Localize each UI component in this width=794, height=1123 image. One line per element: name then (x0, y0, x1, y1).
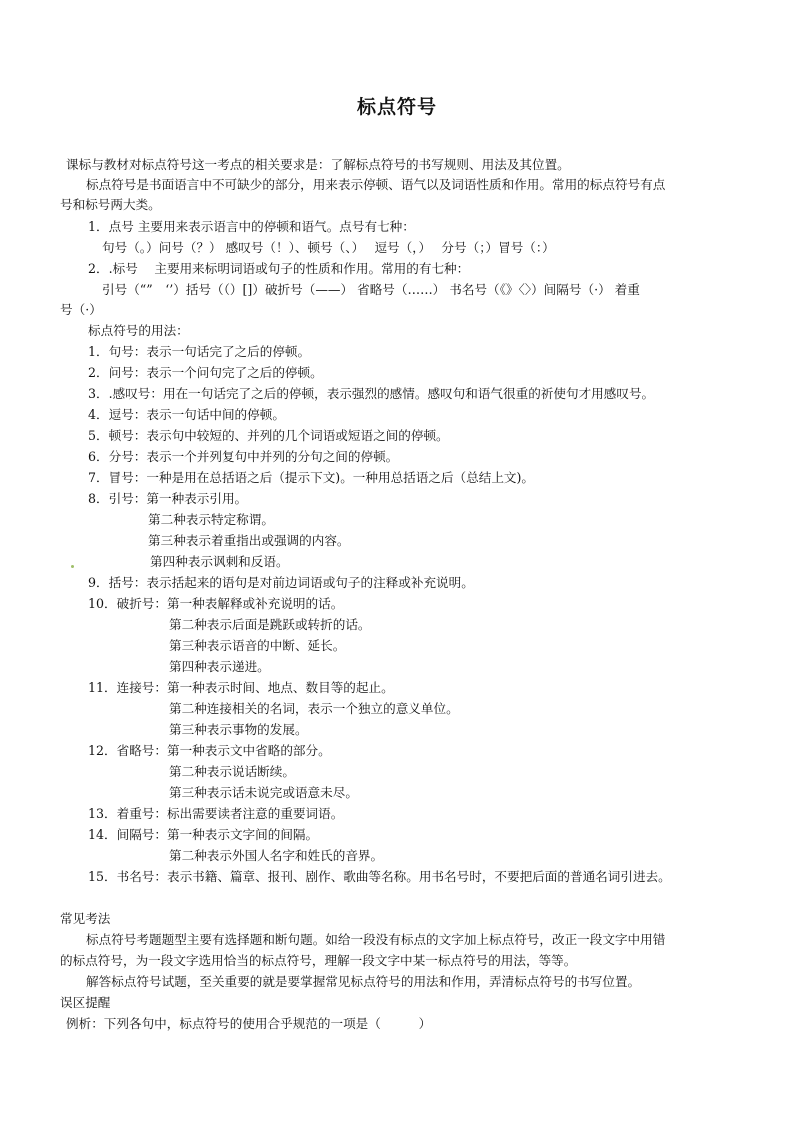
label-marks-list-line-1: 引号（“” ‘’）括号（（）[]）破折号（——） 省略号（……） 书名号（《》〈〉）间隔号（·） 着重 (102, 282, 640, 297)
usage-item-7: 7．冒号：一种是用在总括语之后（提示下文)。一种用总括语之后（总结上文)。 (88, 470, 535, 485)
usage-heading: 标点符号的用法： (88, 323, 189, 338)
usage-item-10-sub-3: 第四种表示递进。 (169, 659, 270, 674)
usage-item-14: 14．间隔号：第一种表示文字间的间隔。 (88, 827, 319, 842)
usage-item-10-sub-2: 第三种表示语音的中断、延长。 (169, 638, 346, 653)
label-marks-list-line-2: 号（·） (60, 302, 102, 317)
mistakes-heading: 误区提醒 (60, 995, 111, 1010)
intro-text: 课标与教材对标点符号这一考点的相关要求是：了解标点符号的书写规则、用法及其位置。 (66, 157, 570, 172)
usage-item-11-sub-1: 第二种连接相关的名词，表示一个独立的意义单位。 (169, 701, 459, 716)
usage-item-11-sub-2: 第三种表示事物的发展。 (169, 722, 308, 737)
point-marks-list: 句号（。）问号（？） 感叹号（！）、顿号（、） 逗号（，） 分号（；）冒号（：） (102, 240, 555, 255)
usage-item-10-sub-1: 第二种表示后面是跳跃或转折的话。 (169, 617, 371, 632)
exam-para-2: 解答标点符号试题，至关重要的就是要掌握常见标点符号的用法和作用，弄清标点符号的书写位置。 (86, 974, 641, 989)
exam-para-1-line-2: 的标点符号，为一段文字选用恰当的标点符号，理解一段文字中某一标点符号的用法，等等。 (60, 953, 577, 968)
usage-item-8: 8．引号：第一种表示引用。 (88, 491, 248, 506)
usage-item-3: 3．.感叹号：用在一句话完了之后的停顿，表示强烈的感情。感叹句和语气很重的祈使句才用感叹号。 (88, 386, 655, 401)
page-title: 标点符号 (356, 96, 437, 118)
usage-item-4: 4．逗号：表示一句话中间的停顿。 (88, 407, 285, 422)
point-marks-heading: 1．点号 主要用来表示语言中的停顿和语气。点号有七种： (88, 219, 415, 234)
usage-item-2: 2．问号：表示一个问句完了之后的停顿。 (88, 365, 323, 380)
usage-item-1: 1．句号：表示一句话完了之后的停顿。 (88, 344, 311, 359)
definition-line-2: 号和标号两大类。 (60, 197, 161, 212)
usage-item-12-sub-1: 第二种表示说话断续。 (169, 764, 295, 779)
mistakes-example: 例析：下列各句中，标点符号的使用合乎规范的一项是（ ） (66, 1016, 432, 1031)
exam-para-1-line-1: 标点符号考题题型主要有选择题和断句题。如给一段没有标点的文字加上标点符号，改正一段文字中用错 (86, 932, 666, 947)
usage-item-8-sub-1: 第二种表示特定称谓。 (148, 512, 274, 527)
usage-item-15: 15．书名号：表示书籍、篇章、报刊、剧作、歌曲等名称。用书名号时，不要把后面的普通名词引进去。 (88, 869, 671, 884)
definition-line-1: 标点符号是书面语言中不可缺少的部分，用来表示停顿、语气以及词语性质和作用。常用的标点符号有点 (86, 177, 666, 192)
usage-item-9: 9．括号：表示括起来的语句是对前边词语或句子的注释或补充说明。 (88, 575, 474, 590)
usage-item-12: 12．省略号：第一种表示文中省略的部分。 (88, 743, 331, 758)
usage-item-11: 11．连接号：第一种表示时间、地点、数目等的起止。 (88, 680, 394, 695)
usage-item-13: 13．着重号：标出需要读者注意的重要词语。 (88, 806, 344, 821)
usage-item-5: 5．顿号：表示句中较短的、并列的几个词语或短语之间的停顿。 (88, 428, 449, 443)
usage-item-8-sub-2: 第三种表示着重指出或强调的内容。 (148, 533, 350, 548)
usage-item-12-sub-2: 第三种表示话未说完或语意未尽。 (169, 785, 358, 800)
usage-item-6: 6．分号：表示一个并列复句中并列的分句之间的停顿。 (88, 449, 399, 464)
usage-item-14-sub-1: 第二种表示外国人名字和姓氏的音界。 (169, 848, 384, 863)
exam-heading: 常见考法 (60, 911, 111, 926)
label-marks-heading: 2．.标号 主要用来标明词语或句子的性质和作用。常用的有七种： (88, 261, 470, 276)
stray-dot-mark (71, 565, 74, 568)
usage-item-10: 10．破折号：第一种表解释或补充说明的话。 (88, 596, 344, 611)
usage-item-8-sub-3: 第四种表示讽刺和反语。 (150, 554, 289, 569)
